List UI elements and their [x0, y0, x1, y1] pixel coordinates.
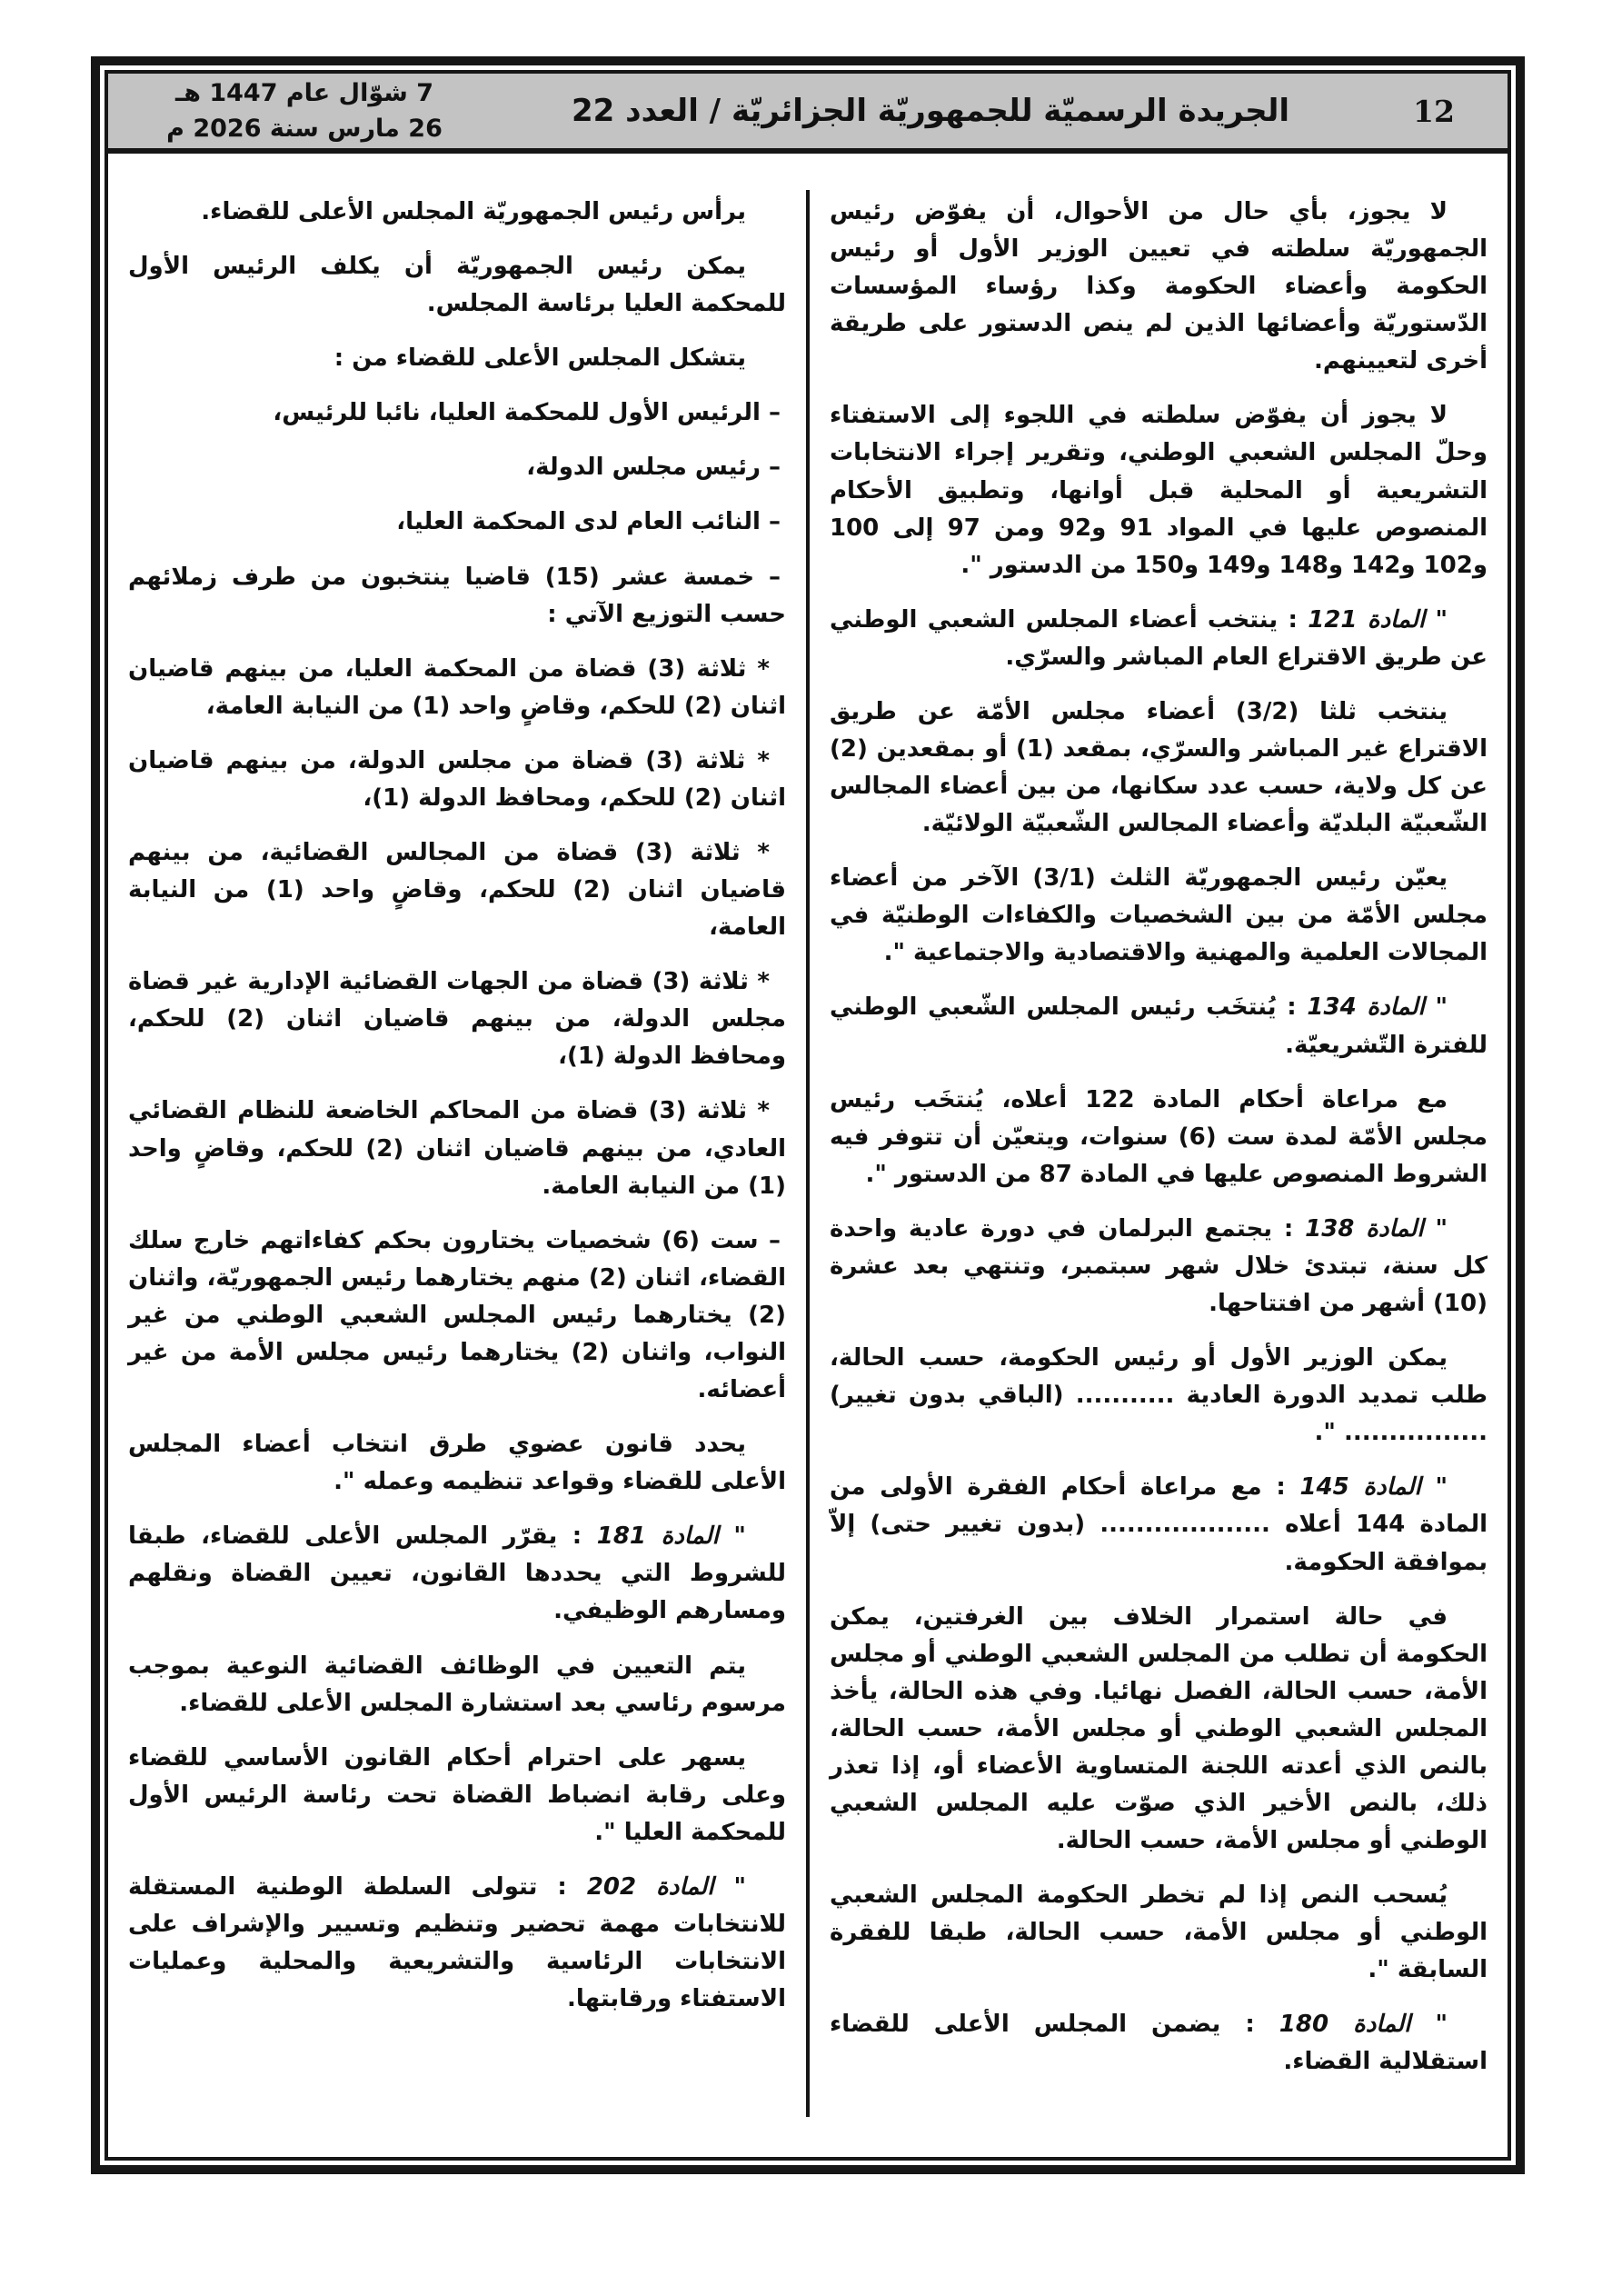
article-paragraph: " المادة 181 : يقرّر المجلس الأعلى للقضاء، طبقا للشروط التي يحددها القانون، تعيين القضاة ونقلهم ومسارهم الوظيفي. [128, 1522, 786, 1625]
header-bar [108, 74, 1508, 154]
page-frame-inner [104, 70, 1511, 2161]
paragraph: – النائب العام لدى المحكمة العليا، [396, 508, 781, 536]
paragraph: * ثلاثة (3) قضاة من الجهات القضائية الإدارية غير قضاة مجلس الدولة، من بينهم قاضيان اثنان (2) للحكم، ومحافظ الدولة (1)، [128, 968, 786, 1071]
header-date-block [123, 75, 486, 146]
paragraph: * ثلاثة (3) قضاة من مجلس الدولة، من بينهم قاضيان اثنان (2) للحكم، ومحافظ الدولة (1)، [128, 746, 786, 812]
article-paragraph: " المادة 121 : ينتخب أعضاء المجلس الشعبي الوطني عن طريق الاقتراع العام المباشر والسرّي. [830, 605, 1488, 671]
right-column [810, 190, 1498, 2157]
article-paragraph: " المادة 180 : يضمن المجلس الأعلى للقضاء استقلالية القضاء. [830, 2011, 1488, 2076]
paragraph: يسهر على احترام أحكام القانون الأساسي للقضاء وعلى رقابة انضباط القضاة تحت رئاسة الرئيس الأول للمحكمة العليا ". [128, 1743, 786, 1846]
paragraph: يتم التعيين في الوظائف القضائية النوعية بموجب مرسوم رئاسي بعد استشارة المجلس الأعلى للقضاء. [128, 1652, 786, 1717]
left-column [119, 190, 806, 2157]
paragraph: ينتخب ثلثا (3/2) أعضاء مجلس الأمّة عن طريق الاقتراع غير المباشر والسرّي، بمقعد (1) أو بمقعدين (2) عن كل ولاية، حسب عدد سكانها، من بين أعضاء المجالس الشّعبيّة البلديّة وأعضاء المجالس الشّعبيّة الولائيّة. [830, 697, 1488, 838]
paragraph: * ثلاثة (3) قضاة من المجالس القضائية، من بينهم قاضيان اثنان (2) للحكم، وقاضٍ واحد (1) من النيابة العامة، [128, 839, 786, 942]
paragraph: – خمسة عشر (15) قاضيا ينتخبون من طرف زملائهم حسب التوزيع الآتي : [128, 563, 786, 628]
paragraph: يُسحب النص إذا لم تخطر الحكومة المجلس الشعبي الوطني أو مجلس الأمة، حسب الحالة، طبقا للفقرة السابقة ". [830, 1882, 1488, 1984]
article-number: المادة 121 [1308, 605, 1426, 634]
content-area [108, 154, 1508, 2157]
paragraph: – ست (6) شخصيات يختارون بحكم كفاءاتهم خارج سلك القضاء، اثنان (2) منهم يختارهما رئيس الجمهوريّة، واثنان (2) يختارهما رئيس المجلس الشعبي الوطني من غير النواب، واثنان (2) يختارهما رئيس مجلس الأمة من غير أعضائه. [128, 1226, 787, 1404]
page-number: 12 [1413, 93, 1455, 129]
paragraph: يرأس رئيس الجمهوريّة المجلس الأعلى للقضاء. [201, 198, 746, 225]
paragraph: – رئيس مجلس الدولة، [526, 454, 781, 482]
article-number: المادة 145 [1299, 1473, 1421, 1502]
article-number: المادة 134 [1307, 993, 1425, 1022]
article-paragraph: " المادة 138 : يجتمع البرلمان في دورة عادية واحدة كل سنة، تبتدئ خلال شهر سبتمبر، وتنتهي بعد عشرة (10) أشهر من افتتاحها. [830, 1214, 1488, 1318]
paragraph: لا يجوز، بأي حال من الأحوال، أن يفوّض رئيس الجمهوريّة سلطته في تعيين الوزير الأول أو رئيس الحكومة وأعضاء الحكومة وكذا رؤساء المؤسسات الدّستوريّة وأعضائها الذين لم ينص الدستور على طريقة أخرى لتعيينهم. [830, 198, 1488, 375]
paragraph: – الرئيس الأول للمحكمة العليا، نائبا للرئيس، [273, 399, 781, 427]
article-number: المادة 180 [1279, 2011, 1411, 2039]
paragraph: يتشكل المجلس الأعلى للقضاء من : [333, 344, 746, 373]
article-paragraph: " المادة 134 : يُنتخَب رئيس المجلس الشّعبي الوطني للفترة التّشريعيّة. [830, 993, 1488, 1059]
paragraph: لا يجوز أن يفوّض سلطته في اللجوء إلى الاستفتاء وحلّ المجلس الشعبي الوطني، وتقرير إجراء الانتخابات التشريعية أو المحلية قبل أوانها، وتطبيق الأحكام المنصوص عليها في المواد 91 و92 ومن 97 إلى 100 و102 و142 و148 و149 و150 من الدستور ". [830, 402, 1488, 579]
header-date-hijri: 7 شوّال عام 1447 هـ [174, 78, 434, 107]
paragraph: يحدد قانون عضوي طرق انتخاب أعضاء المجلس الأعلى للقضاء وقواعد تنظيمه وعمله ". [128, 1431, 786, 1496]
paragraph: * ثلاثة (3) قضاة من المحاكم الخاضعة للنظام القضائي العادي، من بينهم قاضيان اثنان (2) للحكم، وقاضٍ واحد (1) من النيابة العامة. [128, 1097, 786, 1200]
article-paragraph: " المادة 202 : تتولى السلطة الوطنية المستقلة للانتخابات مهمة تحضير وتنظيم وتسيير والإشراف على الانتخابات الرئاسية والتشريعية والمحلية وعمليات الاستفتاء ورقابتها. [128, 1872, 786, 2013]
paragraph: مع مراعاة أحكام المادة 122 أعلاه، يُنتخَب رئيس مجلس الأمّة لمدة ست (6) سنوات، ويتعيّن أن تتوفر فيه الشروط المنصوص عليها في المادة 87 من الدستور ". [830, 1085, 1488, 1188]
article-paragraph: " المادة 145 : مع مراعاة أحكام الفقرة الأولى من المادة 144 أعلاه ................... (بدون تغيير حتى) إلاّ بموافقة الحكومة. [830, 1473, 1488, 1576]
article-number: المادة 181 [596, 1522, 719, 1551]
page-frame [91, 56, 1525, 2174]
paragraph: * ثلاثة (3) قضاة من المحكمة العليا، من بينهم قاضيان اثنان (2) للحكم، وقاضٍ واحد (1) من النيابة العامة، [128, 654, 786, 720]
article-number: المادة 202 [586, 1872, 714, 1901]
paragraph: يمكن الوزير الأول أو رئيس الحكومة، حسب الحالة، طلب تمديد الدورة العادية ........... (الباقي بدون تغيير) ................ ". [830, 1344, 1488, 1447]
paragraph: يمكن رئيس الجمهوريّة أن يكلف الرئيس الأول للمحكمة العليا برئاسة المجلس. [128, 253, 786, 318]
paragraph: يعيّن رئيس الجمهوريّة الثلث (3/1) الآخر من أعضاء مجلس الأمّة من بين الشخصيات والكفاءات الوطنيّة في المجالات العلمية والمهنية والاقتصادية والاجتماعية ". [830, 864, 1488, 967]
page-title: الجريدة الرسميّة للجمهوريّة الجزائريّة / العدد 22 [571, 93, 1289, 129]
paragraph: في حالة استمرار الخلاف بين الغرفتين، يمكن الحكومة أن تطلب من المجلس الشعبي الوطني أو مجلس الأمة، حسب الحالة، الفصل نهائيا. وفي هذه الحالة، يأخذ المجلس الشعبي الوطني أو مجلس الأمة، حسب الحالة، بالنص الذي أعدته اللجنة المتساوية الأعضاء أو، إذا تعذر ذلك، بالنص الأخير الذي صوّت عليه المجلس الشعبي الوطني أو مجلس الأمة، حسب الحالة. [830, 1602, 1488, 1855]
header-date-gregorian: 26 مارس سنة 2026 م [166, 115, 443, 143]
article-number: المادة 138 [1305, 1214, 1424, 1243]
